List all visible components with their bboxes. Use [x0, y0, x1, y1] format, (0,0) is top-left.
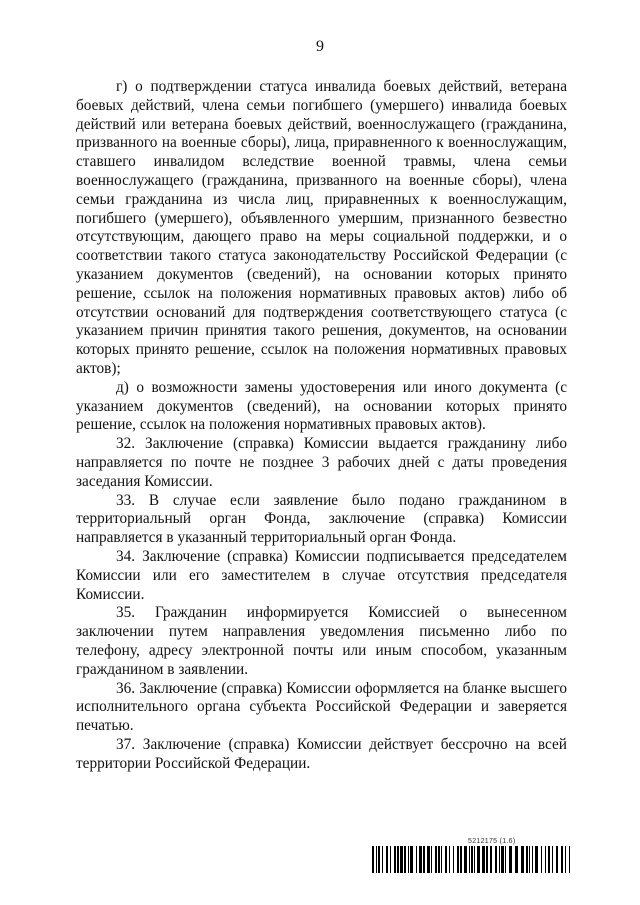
paragraph-35: 35. Гражданин информируется Комиссией о вынесенном заключении путем направления уведомления письменно либо по телефону, адресу электронной почты или иным способом, указанным гражданином в заявлении. [76, 604, 567, 678]
paragraph-34: 34. Заключение (справка) Комиссии подписывается председателем Комиссии или его заместителем в случае отсутствия председателя Комиссии. [76, 547, 567, 603]
paragraph-32: 32. Заключение (справка) Комиссии выдается гражданину либо направляется по почте не позднее 3 рабочих дней с даты проведения заседания Комиссии. [76, 435, 567, 490]
document-body [76, 78, 567, 773]
barcode-icon [372, 846, 570, 873]
paragraph-33: 33. В случае если заявление было подано гражданином в территориальный орган Фонда, заключение (справка) Комиссии направляется в указанный территориальный орган Фонда. [76, 491, 567, 547]
paragraph-d: д) о возможности замены удостоверения или иного документа (с указанием документов (сведений), на основании которых принято решение, ссылок на положения нормативных правовых актов). [76, 378, 567, 434]
page-number: 9 [316, 38, 324, 55]
barcode-id: 5212175 (1.6) [468, 838, 516, 845]
paragraph-g: г) о подтверждении статуса инвалида боевых действий, ветерана боевых действий, члена семьи погибшего (умершего) инвалида боевых действий или ветерана боевых действий, военнослужащего (гражданина, призванного на военные сборы), лица, приравненного к военнослужащим, ставшего инвалидом вследствие военной травмы, члена семьи военнослужащего (гражданина, призванного на военные сборы), члена семьи гражданина из числа лиц, приравненных к военнослужащим, погибшего (умершего), объявленного умершим, признанного безвестно отсутствующим, дающего право на меры социальной поддержки, и о соответствии такого статуса законодательству Российской Федерации (с указанием документов (сведений), на основании которых принято решение, ссылок на положения нормативных правовых актов) либо об отсутствии оснований для подтверждения соответствующего статуса (с указанием причин принятия такого решения, документов, на основании которых принято решение, ссылок на положения нормативных правовых актов); [76, 78, 567, 377]
paragraph-36: 36. Заключение (справка) Комиссии оформляется на бланке высшего исполнительного органа субъекта Российской Федерации и заверяется печатью. [76, 679, 567, 735]
paragraph-37: 37. Заключение (справка) Комиссии действует бессрочно на всей территории Российской Федерации. [76, 735, 567, 772]
